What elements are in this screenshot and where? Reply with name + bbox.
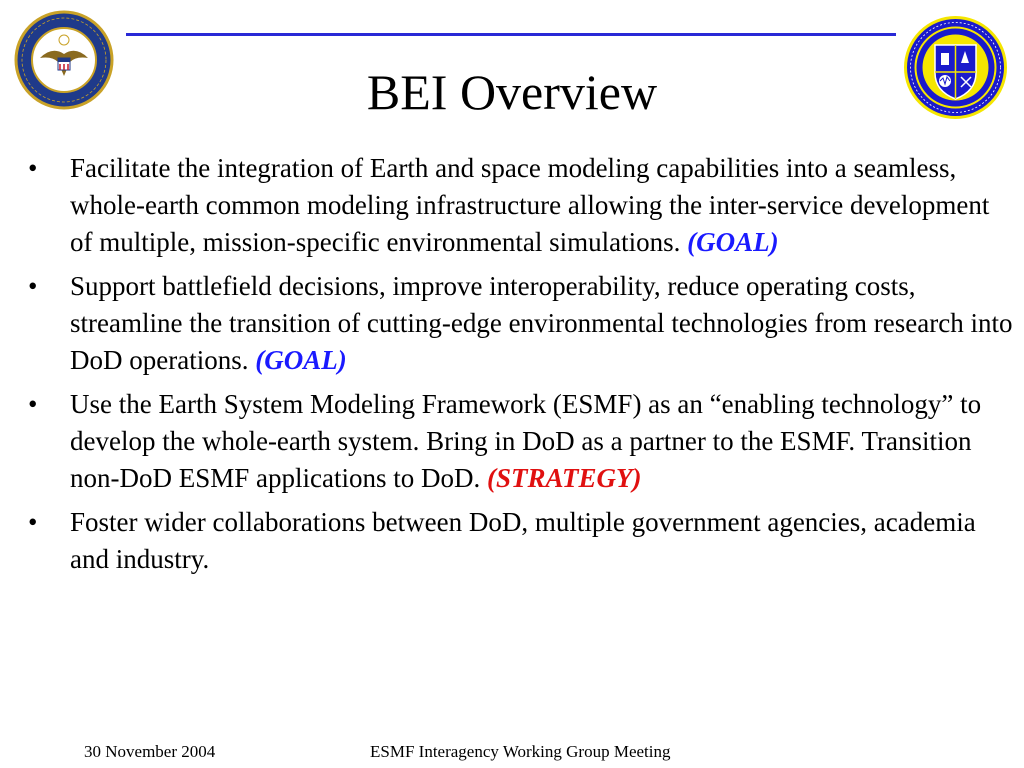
- bullet-tag: (STRATEGY): [486, 463, 642, 493]
- bullet-marker: •: [28, 389, 38, 419]
- bullet-text: Support battlefield decisions, improve interoperability, reduce operating costs, streamline the transition of cutting-edge environmental technologies from research into DoD operations.: [70, 271, 1013, 375]
- title-rule: [126, 33, 896, 36]
- bullet-marker: •: [28, 153, 38, 183]
- bullet-text: Use the Earth System Modeling Framework (ESMF) as an “enabling technology” to develop the whole-earth system. Bring in DoD as a partner to the ESMF. Transition non-DoD ESMF applications to DoD.: [70, 389, 982, 493]
- footer-date: 30 November 2004: [84, 742, 216, 761]
- bullet-item: [28, 268, 1018, 379]
- footer-event: ESMF Interagency Working Group Meeting: [370, 742, 671, 761]
- bullet-marker: •: [28, 507, 38, 537]
- bullet-item: [28, 386, 1018, 497]
- bullet-text: Foster wider collaborations between DoD, multiple government agencies, academia and industry.: [70, 507, 976, 574]
- bullet-item: [28, 150, 1018, 261]
- bullet-tag: (GOAL): [687, 227, 779, 257]
- bullet-tag: (GOAL): [255, 345, 347, 375]
- bullet-text: Facilitate the integration of Earth and space modeling capabilities into a seamless, whole-earth common modeling infrastructure allowing the inter-service development of multiple, mission-specific environmental simulations.: [70, 153, 990, 257]
- slide-title: BEI Overview: [366, 64, 658, 120]
- bullet-marker: •: [28, 271, 38, 301]
- bullet-item: [28, 504, 1018, 578]
- bullet-list: [28, 150, 1018, 585]
